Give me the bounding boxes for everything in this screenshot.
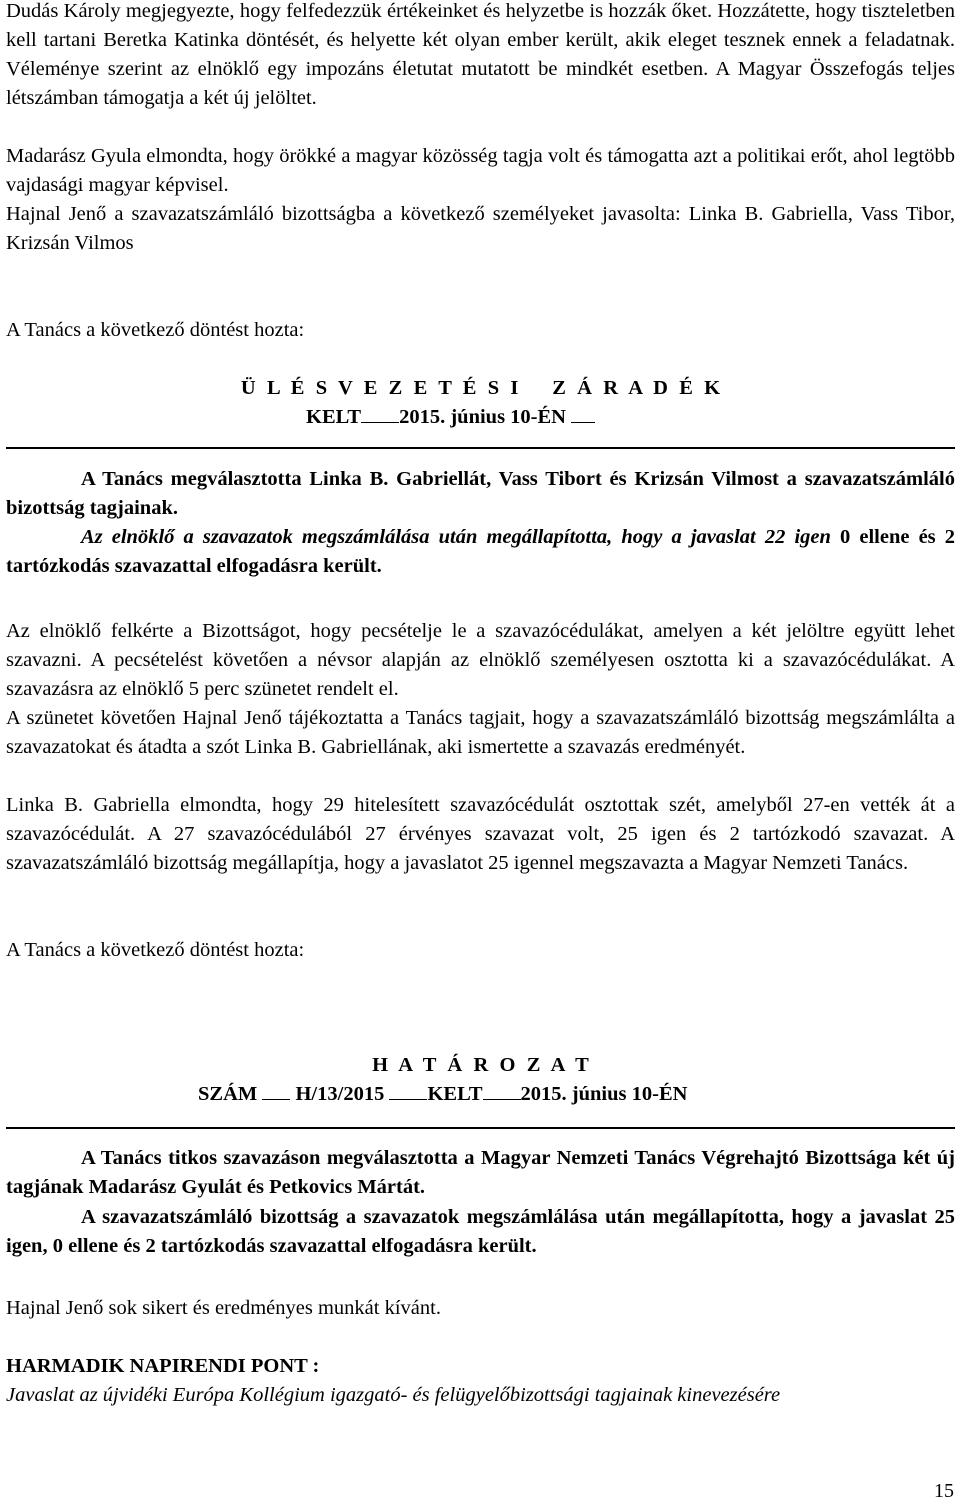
decision-intro: A Tanács a következő döntést hozta:: [6, 319, 305, 341]
divider-rule-2: [6, 1127, 955, 1129]
decision-intro-2: A Tanács a következő döntést hozta:: [6, 939, 305, 961]
ules-kelt-line: [306, 403, 906, 432]
paragraph-linka-result: Linka B. Gabriella elmondta, hogy 29 hitelesített szavazócédulát osztottak szét, amelyből 27-en vették át a szavazócédulát. A 27 szavazócédulából 27 érvényes szavazat volt, 25 igen és 2 tartózkodó szavazat. A szavazatszámláló bizottság megállapítja, hogy a javaslatot 25 igennel megszavazta a Magyar Nemzeti Tanács.: [6, 794, 955, 874]
hatarozat-kelt-date: 2015. június 10-ÉN: [520, 1083, 688, 1105]
hatarozat-title-text: H A T Á R O Z A T: [372, 1054, 589, 1076]
agenda-item-text: Javaslat az újvidéki Európa Kollégium igazgató- és felügyelőbizottsági tagjainak kinevezésére: [6, 1384, 781, 1406]
blank-line: [361, 405, 399, 423]
paragraph-madarasz: Madarász Gyula elmondta, hogy örökké a magyar közösség tagja volt és támogatta azt a politikai erőt, ahol legtöbb vajdasági magyar képvisel.: [6, 145, 955, 196]
ules-kelt-label: KELT: [306, 406, 362, 428]
hatarozat-decision-2-text: A szavazatszámláló bizottság a szavazatok megszámlálása után megállapította, hogy a javaslat 25 igen, 0 ellene és 2 tartózkodás szavazattal elfogadásra került.: [6, 1206, 955, 1257]
paragraph-sealing: Az elnöklő felkérte a Bizottságot, hogy pecsételje le a szavazócédulákat, amelyen a két jelöltre együtt lehet szavazni. A pecsételést követően a névsor alapján az elnöklő személyesen osztotta ki a szavazócédulákat. A szavazásra az elnöklő 5 perc szünetet rendelt el.: [6, 620, 955, 700]
blank-line: [571, 405, 595, 423]
hatarozat-decision-1: [6, 1144, 955, 1202]
hatarozat-szam-value: H/13/2015: [295, 1083, 385, 1105]
divider-rule: [6, 447, 955, 449]
ules-title: [6, 374, 955, 403]
paragraph-hajnal-proposal: Hajnal Jenő a szavazatszámláló bizottságba a következő személyeket javasolta: Linka B. Gabriella, Vass Tibor, Krizsán Vilmos: [6, 203, 955, 254]
ules-decision-1-text: A Tanács megválasztotta Linka B. Gabriellát, Vass Tibort és Krizsán Vilmost a szavazatszámláló bizottság tagjainak.: [6, 468, 955, 519]
document-page: [6, 0, 955, 1509]
ules-title-text: Ü L É S V E Z E T É S I Z Á R A D É K: [240, 377, 721, 399]
paragraph-wishes: Hajnal Jenő sok sikert és eredményes munkát kívánt.: [6, 1297, 441, 1319]
blank-line: [389, 1082, 427, 1100]
page-number: 15: [934, 1480, 954, 1502]
ules-decision-2-italic: Az elnöklő a szavazatok megszámlálása után megállapította, hogy a javaslat 22 igen: [81, 526, 831, 548]
hatarozat-decision-2: [6, 1203, 955, 1261]
agenda-heading: HARMADIK NAPIRENDI PONT :: [6, 1355, 320, 1377]
hatarozat-kelt-label: KELT: [427, 1083, 483, 1105]
hatarozat-szam-line: [198, 1080, 898, 1109]
paragraph-dudas: Dudás Károly megjegyezte, hogy felfedezzük értékeinket és helyzetbe is hozzák őket. Hozzátette, hogy tiszteletben kell tartani Beretka Katinka döntését, és helyette két olyan ember került, akik eleget tesznek ennek a feladatnak. Véleménye szerint az elnöklő egy impozáns életutat mutatott be mindkét esetben. A Magyar Összefogás teljes létszámban támogatja a két új jelöltet.: [6, 0, 955, 109]
ules-kelt-date: 2015. június 10-ÉN: [399, 406, 566, 428]
hatarozat-title: [6, 1051, 955, 1080]
paragraph-break-result: A szünetet követően Hajnal Jenő tájékoztatta a Tanács tagjait, hogy a szavazatszámláló bizottság megszámlálta a szavazatokat és átadta a szót Linka B. Gabriellának, aki ismertette a szavazás eredményét.: [6, 707, 955, 758]
blank-line: [262, 1082, 290, 1100]
hatarozat-szam-label: SZÁM: [198, 1083, 258, 1105]
ules-decision-2-rest: 0 ellene és 2 tartózkodás szavazattal elfogadásra került.: [6, 526, 956, 577]
hatarozat-decision-1-text: A Tanács titkos szavazáson megválasztotta a Magyar Nemzeti Tanács Végrehajtó Bizottsága két új tagjának Madarász Gyulát és Petkovics Mártát.: [6, 1147, 955, 1198]
ules-decision-2: [6, 523, 955, 581]
ules-decision-1: [6, 465, 955, 523]
blank-line: [483, 1082, 521, 1100]
